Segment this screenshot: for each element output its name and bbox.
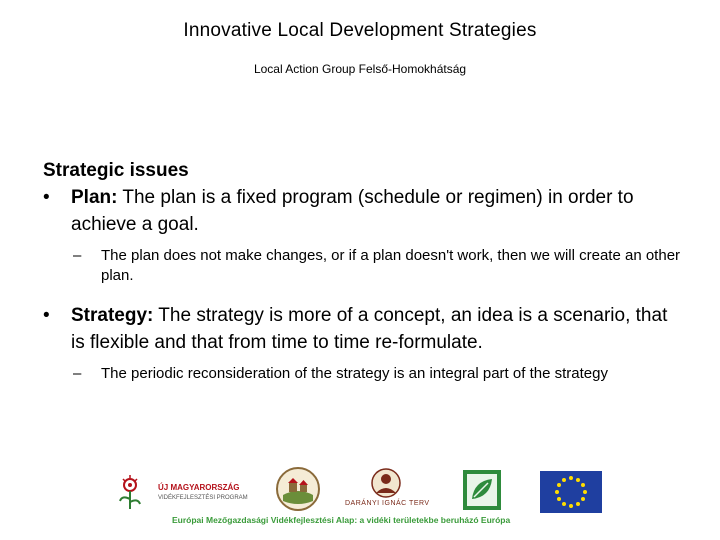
eu-flag-logo — [540, 471, 602, 513]
section-heading: Strategic issues — [43, 160, 189, 181]
flower-emblem-icon — [108, 469, 152, 513]
page-title: Innovative Local Development Strategies — [183, 20, 537, 41]
leader-leaf-icon — [462, 469, 502, 511]
bullet-term: Plan: — [71, 187, 118, 208]
sub-bullet-text: The periodic reconsideration of the strategy is an integral part of the strategy — [101, 365, 608, 382]
bullet-plan — [43, 184, 683, 238]
bullet-text: The strategy is more of a concept, an idea is a scenario, that is flexible and that from time to time re-formulate. — [71, 305, 668, 353]
dash-mark: – — [73, 247, 82, 264]
dash-mark: – — [73, 365, 82, 382]
logo-hungary-title: ÚJ MAGYARORSZÁG — [158, 483, 240, 492]
logo-strip — [100, 465, 610, 527]
eafrd-fund-line: Európai Mezőgazdasági Vidékfejlesztési Alap: a vidéki területekbe beruházó Európa — [172, 515, 511, 525]
logo-hungary-subtitle: VIDÉKFEJLESZTÉSI PROGRAM — [158, 495, 248, 501]
bullet-mark: • — [43, 187, 50, 208]
daranyi-ignac-terv-logo — [345, 467, 430, 515]
sub-bullet-plan — [43, 246, 683, 286]
sub-bullet-text: The plan does not make changes, or if a plan doesn't work, then we will create an other plan. — [101, 247, 681, 284]
bullet-strategy — [43, 302, 683, 356]
bullet-mark: • — [43, 305, 50, 326]
eu-flag-icon — [540, 471, 602, 513]
portrait-emblem-icon — [345, 467, 427, 499]
bullet-text: The plan is a fixed program (schedule or regimen) in order to achieve a goal. — [71, 187, 634, 235]
logo-daranyi-text: DARÁNYI IGNÁC TERV — [345, 500, 430, 507]
lag-felso-homokhatsag-logo — [275, 465, 321, 513]
page-subtitle: Local Action Group Felső-Homokhátság — [253, 62, 467, 76]
uj-magyarorszag-logo — [108, 469, 248, 513]
bullet-term: Strategy: — [71, 305, 154, 326]
slide-content — [43, 158, 683, 384]
sub-bullet-strategy — [43, 364, 683, 384]
leader-logo — [462, 469, 502, 511]
village-emblem-icon — [275, 465, 321, 513]
